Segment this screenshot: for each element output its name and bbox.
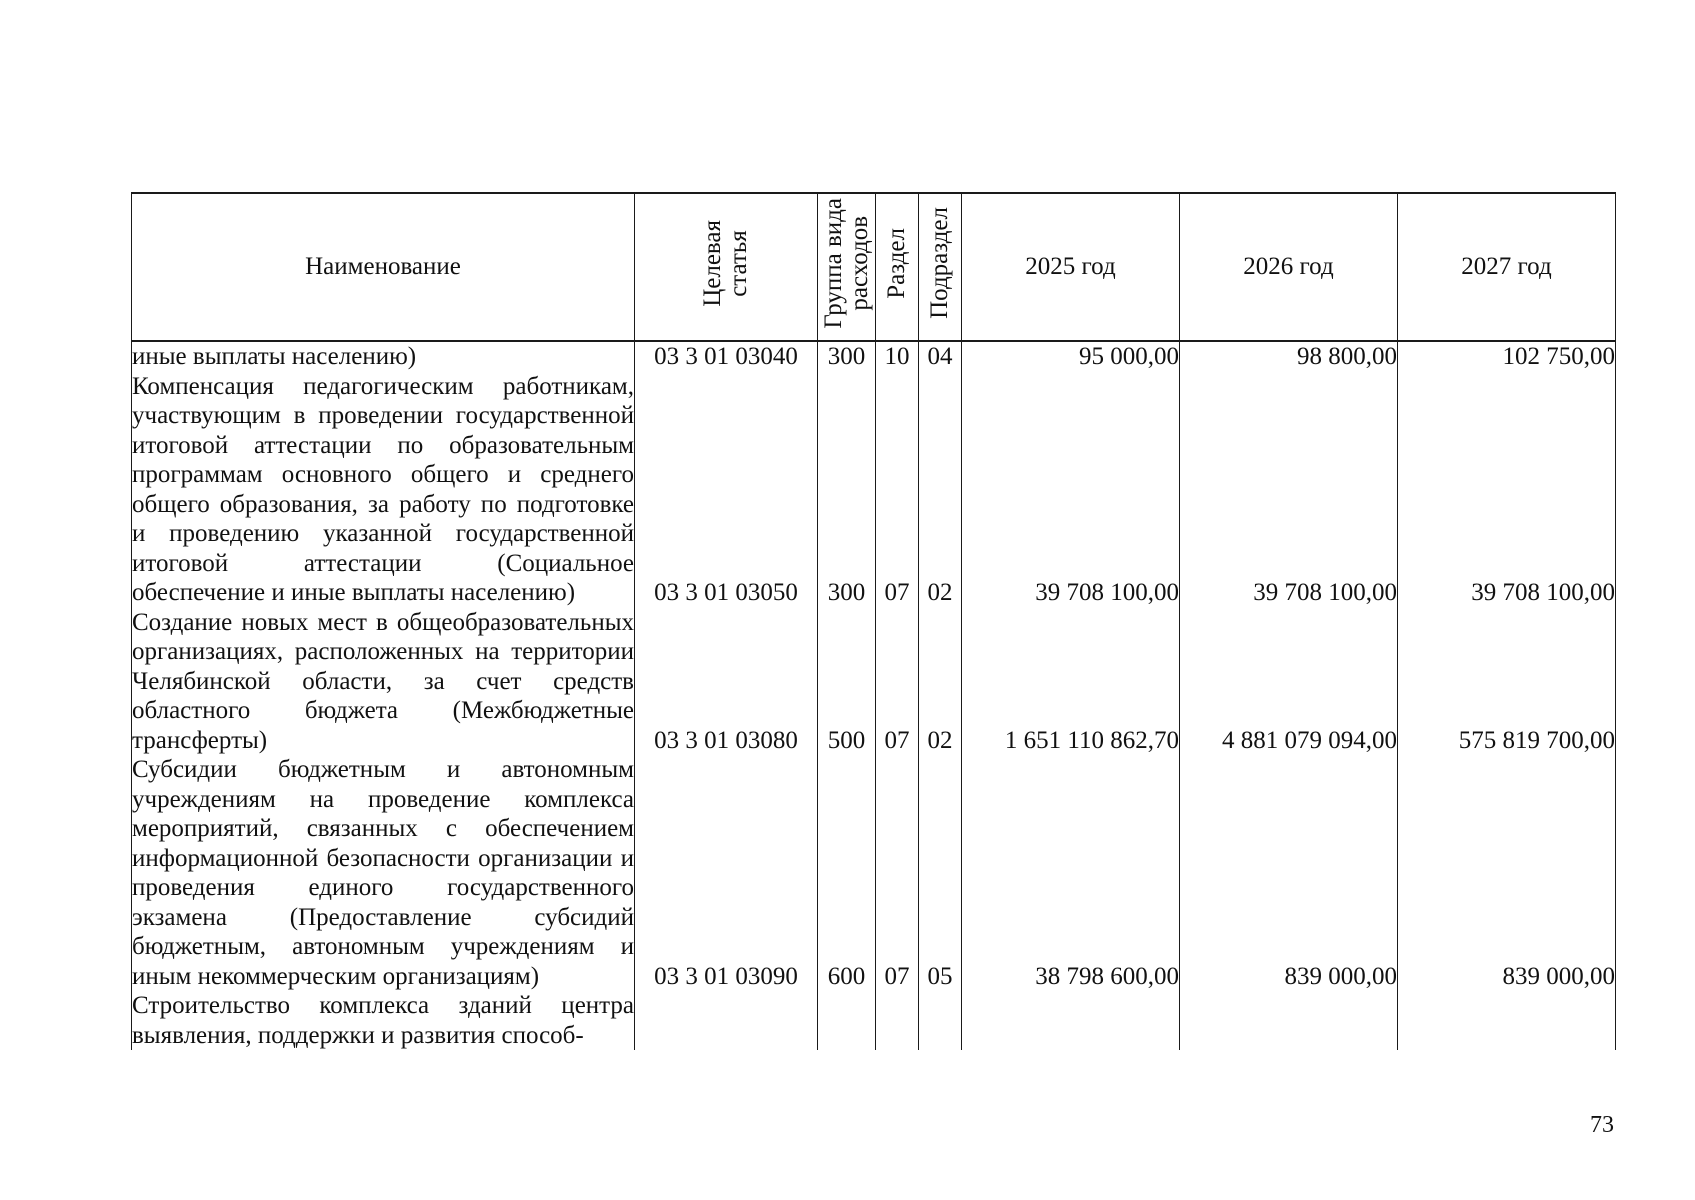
- table-row: [132, 608, 1616, 756]
- header-target-label: [700, 220, 752, 307]
- row-name: Создание новых мест в общеобразовательных организациях, расположенных на территории Челябинской области, за счет средств областного бюджета (Межбюджетные трансферты): [132, 608, 634, 754]
- row-subsection: [919, 991, 962, 1050]
- header-name: [132, 193, 635, 341]
- header-group-line1: Группа вида: [819, 197, 847, 329]
- row-subsection: 05: [919, 755, 962, 991]
- header-subsection: [919, 193, 962, 341]
- row-expense-group: 500: [818, 608, 876, 756]
- row-amount-2025: 39 708 100,00: [962, 372, 1180, 608]
- header-year-2026-label: 2026 год: [1243, 253, 1334, 281]
- row-amount-2027: 575 819 700,00: [1398, 608, 1616, 756]
- row-subsection: 04: [919, 341, 962, 372]
- table-body: [132, 341, 1616, 1050]
- table-header: [132, 193, 1616, 341]
- row-expense-group: 300: [818, 341, 876, 372]
- row-amount-2027: 102 750,00: [1398, 341, 1616, 372]
- row-amount-2025: 95 000,00: [962, 341, 1180, 372]
- header-name-label: Наименование: [305, 253, 461, 281]
- row-name: Компенсация педагогическим работникам, участвующим в проведении государственной итоговой аттестации по образовательным программам основного общего и среднего общего образования, за работу по подготовке и проведению указанной государственной итоговой аттестации (Социальное обеспечение и иные выплаты населению): [132, 372, 634, 606]
- row-subsection: 02: [919, 372, 962, 608]
- header-expense-group: [818, 193, 876, 341]
- row-amount-2025: 1 651 110 862,70: [962, 608, 1180, 756]
- header-row: [132, 193, 1616, 341]
- header-target-line1: Целевая: [699, 219, 726, 307]
- row-amount-2026: 98 800,00: [1180, 341, 1398, 372]
- table-row: [132, 991, 1616, 1050]
- row-section: 07: [876, 372, 919, 608]
- table-row: [132, 372, 1616, 608]
- row-name: иные выплаты населению): [132, 341, 635, 372]
- header-target-line2: статья: [725, 229, 752, 297]
- row-amount-2025: [962, 991, 1180, 1050]
- row-amount-2027: 39 708 100,00: [1398, 372, 1616, 608]
- row-expense-group: [818, 991, 876, 1050]
- row-section: [876, 991, 919, 1050]
- budget-table: [131, 192, 1616, 1050]
- row-amount-2026: 4 881 079 094,00: [1180, 608, 1398, 756]
- row-amount-2025: 38 798 600,00: [962, 755, 1180, 991]
- header-year-2027: [1398, 193, 1616, 341]
- row-amount-2027: 839 000,00: [1398, 755, 1616, 991]
- table-row: [132, 341, 1616, 372]
- row-expense-group: 600: [818, 755, 876, 991]
- row-expense-group: 300: [818, 372, 876, 608]
- row-target-article: 03 3 01 03050: [635, 372, 818, 608]
- row-target-article: 03 3 01 03080: [635, 608, 818, 756]
- row-section: 07: [876, 755, 919, 991]
- page-number: 73: [1590, 1112, 1614, 1138]
- row-name: Субсидии бюджетным и автономным учреждениям на проведение комплекса мероприятий, связанных с обеспечением информационной безопасности организации и проведения единого государственного экзамена (Предоставление субсидий бюджетным, автономным учреждениям и иным некоммерческим организациям): [132, 756, 634, 990]
- row-amount-2027: [1398, 991, 1616, 1050]
- row-section: 10: [876, 341, 919, 372]
- row-amount-2026: 39 708 100,00: [1180, 372, 1398, 608]
- row-section: 07: [876, 608, 919, 756]
- row-amount-2026: 839 000,00: [1180, 755, 1398, 991]
- header-section-label: Раздел: [883, 227, 910, 299]
- header-group-label: [821, 198, 873, 329]
- header-year-2027-label: 2027 год: [1461, 253, 1552, 281]
- row-target-article: [635, 991, 818, 1050]
- row-name: Строительство комплекса зданий центра выявления, поддержки и развития способ-: [132, 992, 634, 1049]
- header-group-line2: расходов: [845, 215, 873, 311]
- row-amount-2026: [1180, 991, 1398, 1050]
- header-year-2025: [962, 193, 1180, 341]
- header-section: [876, 193, 919, 341]
- row-target-article: 03 3 01 03040: [635, 341, 818, 372]
- row-subsection: 02: [919, 608, 962, 756]
- row-target-article: 03 3 01 03090: [635, 755, 818, 991]
- header-year-2026: [1180, 193, 1398, 341]
- header-year-2025-label: 2025 год: [1025, 253, 1116, 281]
- header-target-article: [635, 193, 818, 341]
- header-subsection-label: Подраздел: [926, 207, 953, 320]
- table-row: [132, 755, 1616, 991]
